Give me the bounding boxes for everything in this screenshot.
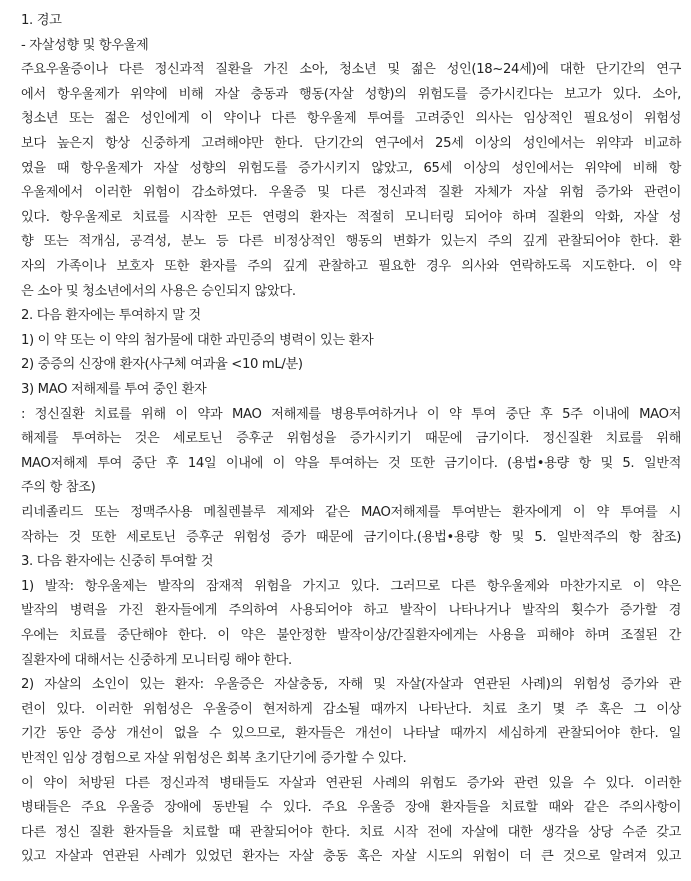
text-line: 있다. 항우울제로 치료를 시작한 모든 연령의 환자는 적절히 모니터링 되어야 하며 질환의 악화, 자살 성 xyxy=(21,209,681,225)
text-line: 질환자에 대해서는 신중하게 모니터링 해야 한다. xyxy=(21,652,292,668)
text-line: 향 또는 적개심, 공격성, 분노 등 다른 비정상적인 행동의 변화가 있는지 주의 깊게 관찰되어야 한다. 환 xyxy=(21,234,681,250)
text-line: 발작의 병력을 가진 환자들에게 주의하여 사용되어야 하고 발작이 나타나거나 발작의 횟수가 증가할 경 xyxy=(21,603,681,619)
text-line: 2) 자살의 소인이 있는 환자: 우울증은 자살충동, 자해 및 자살(자살과 연관된 사례)의 위험성 증가와 관 xyxy=(21,677,681,693)
text-line: 청소년 또는 젊은 성인에게 이 약이나 다른 항우울제 투여를 고려중인 의사는 임상적인 필요성이 위험성 xyxy=(21,111,681,127)
text-line: 은 소아 및 청소년에서의 사용은 승인되지 않았다. xyxy=(21,283,296,299)
text-line: 에서 항우울제가 위약에 비해 자살 충동과 행동(자살 성향)의 위험도를 증가시킨다는 보고가 있다. 소아, xyxy=(21,86,682,102)
text-line: 보다 높은지 항상 신중하게 고려해야만 한다. 단기간의 연구에서 25세 이상의 성인에서는 위약과 비교하 xyxy=(21,136,681,151)
text-line: 우에는 치료를 중단해야 한다. 이 약은 불안정한 발작이상/간질환자에게는 사용을 피해야 하며 조절된 간 xyxy=(21,628,681,643)
text-line: MAO저해제 투여 중단 후 14일 이내에 이 약을 투여하는 것 또한 금기이다. (용법•용량 항 및 5. 일반적 xyxy=(21,455,681,471)
text-line: 주의 항 참조) xyxy=(21,480,96,496)
text-line: 2) 중증의 신장애 환자(사구체 여과율 <10 mL/분) xyxy=(21,357,303,373)
text-line: 리네졸리드 또는 정맥주사용 메칠렌블루 제제와 같은 MAO저해제를 투여받는 환자에게 이 약 투여를 시 xyxy=(21,505,681,520)
text-line: 기간 동안 증상 개선이 없을 수 있으므로, 환자들은 개선이 나타날 때까지 세심하게 관찰되어야 한다. 일 xyxy=(21,726,681,742)
text-line: 다른 정신 질환 환자들을 치료할 때 관찰되어야 한다. 치료 시작 전에 자살에 대한 생각을 상당 수준 갖고 xyxy=(21,824,681,840)
text-line: 1. 경고 xyxy=(21,13,62,28)
text-line: 이 약이 처방된 다른 정신과적 병태들도 자살과 연관된 사례의 위험도 증가와 관련 있을 수 있다. 이러한 xyxy=(21,775,681,791)
text-line: 주요우울증이나 다른 정신과적 질환을 가진 소아, 청소년 및 젊은 성인(18~24세)에 대한 단기간의 연구 xyxy=(21,62,681,78)
text-line: 자의 가족이나 보호자 또한 환자를 주의 깊게 관찰하고 필요한 경우 의사와 연락하도록 지도한다. 이 약 xyxy=(21,259,681,274)
text-line: - 자살성향 및 항우울제 xyxy=(21,37,149,53)
text-line: 였을 때 항우울제가 자살 성향의 위험도를 증가시키지 않았고, 65세 이상의 성인에서는 위약에 비해 항 xyxy=(21,160,681,176)
text-line: 작하는 것 또한 세로토닌 증후군 위험성 증가 때문에 금기이다.(용법•용량 항 및 5. 일반적주의 항 참조) xyxy=(21,529,681,545)
text-line: 련이 있다. 이러한 위험성은 우울증이 현저하게 감소될 때까지 나타난다. 치료 초기 몇 주 혹은 그 이상 xyxy=(21,701,681,717)
text-line: 있고 자살과 연관된 사례가 있었던 환자는 자살 충동 혹은 자살 시도의 위험이 더 큰 것으로 알려져 있고 xyxy=(21,849,681,865)
text-line: 우울제에서 이러한 위험이 감소하였다. 우울증 및 다른 정신과적 질환 자체가 자살 위험 증가와 관련이 xyxy=(21,185,681,201)
text-line: 반적인 임상 경험으로 자살 위험성은 회복 초기단기에 증가할 수 있다. xyxy=(21,751,407,766)
text-line: 3. 다음 환자에는 신중히 투여할 것 xyxy=(21,554,214,570)
text-line: : 정신질환 치료를 위해 이 약과 MAO 저해제를 병용투여하거나 이 약 투여 중단 후 5주 이내에 MAO저 xyxy=(21,406,681,422)
text-line: 1) 발작: 항우울제는 발작의 잠재적 위험을 가지고 있다. 그러므로 다른 항우울제와 마찬가지로 이 약은 xyxy=(21,578,681,594)
text-line: 1) 이 약 또는 이 약의 첨가물에 대한 과민증의 병력이 있는 환자 xyxy=(21,332,374,348)
text-line: 3) MAO 저해제를 투여 중인 환자 xyxy=(21,382,207,397)
text-line: 병태들은 주요 우울증 장애에 동반될 수 있다. 주요 우울증 장애 환자들을 치료할 때와 같은 주의사항이 xyxy=(21,800,681,816)
text-line: 해제를 투여하는 것은 세로토닌 증후군 위험성을 증가시키기 때문에 금기이다. 정신질환 치료를 위해 xyxy=(21,431,681,447)
text-line: 2. 다음 환자에는 투여하지 말 것 xyxy=(21,308,201,324)
